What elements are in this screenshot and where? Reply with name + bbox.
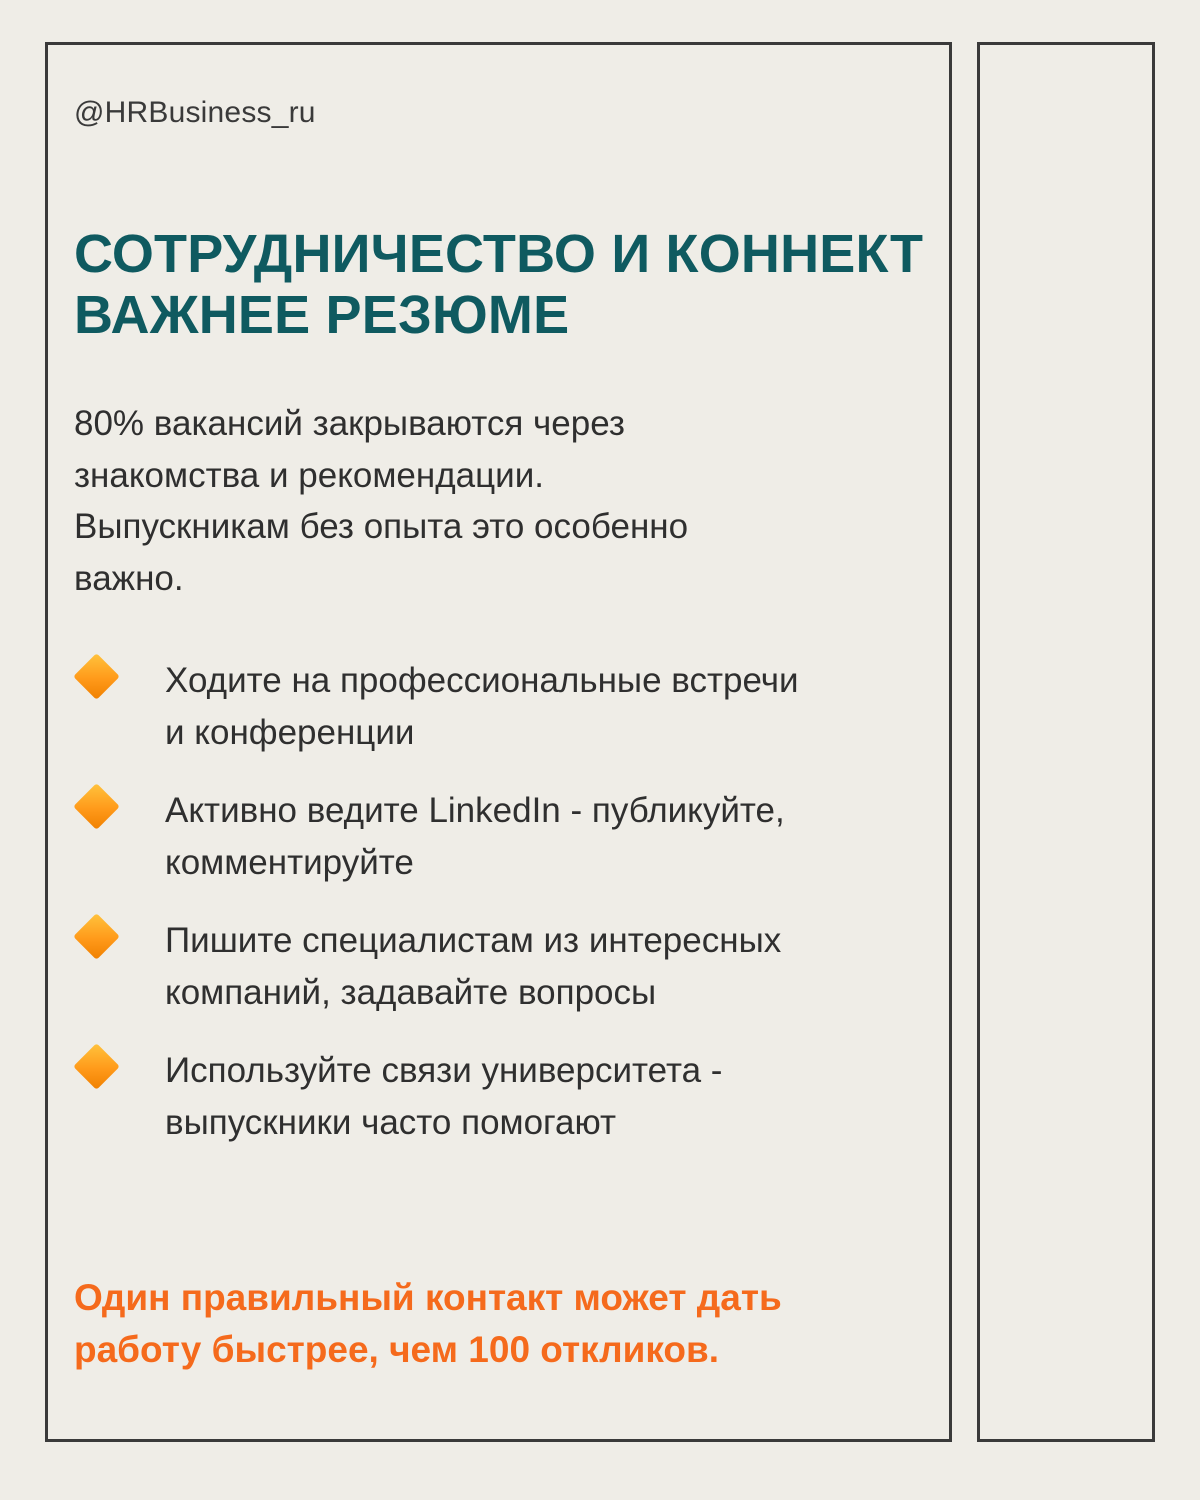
orange-diamond-icon	[73, 913, 120, 960]
call-to-action	[74, 1272, 934, 1376]
list-item	[74, 1043, 944, 1173]
list-item-line-2: комментируйте	[165, 842, 414, 882]
list-item-text	[165, 915, 945, 1018]
intro-line-4: важно.	[74, 558, 184, 598]
list-item-line-2: выпускники часто помогают	[165, 1102, 617, 1142]
intro-line-3: Выпускникам без опыта это особенно	[74, 507, 689, 546]
list-item-line-2: компаний, задавайте вопросы	[165, 972, 657, 1012]
tips-list	[74, 653, 944, 1173]
list-item-text	[165, 655, 945, 758]
list-item	[74, 913, 944, 1043]
list-item-line-1: Ходите на профессиональные встречи	[165, 661, 799, 700]
intro-line-2: знакомства и рекомендации.	[74, 455, 544, 495]
list-item-line-1: Активно ведите LinkedIn - публикуйте,	[165, 791, 785, 830]
orange-diamond-icon	[73, 653, 120, 700]
account-handle: @HRBusiness_ru	[74, 96, 316, 129]
list-item	[74, 783, 944, 913]
list-item-line-2: и конференции	[165, 712, 415, 752]
orange-diamond-icon	[73, 1043, 120, 1090]
intro-paragraph	[74, 398, 904, 604]
title-line-1: СОТРУДНИЧЕСТВО И КОННЕКТ	[74, 224, 924, 284]
list-item-text	[165, 785, 945, 888]
list-item-line-1: Пишите специалистам из интересных	[165, 921, 782, 960]
title-line-2: ВАЖНЕЕ РЕЗЮМЕ	[74, 285, 570, 345]
list-item-line-1: Используйте связи университета -	[165, 1051, 723, 1090]
list-item	[74, 653, 944, 783]
cta-line-2: работу быстрее, чем 100 откликов.	[74, 1329, 719, 1370]
intro-line-1: 80% вакансий закрываются через	[74, 404, 625, 443]
page-title	[74, 224, 934, 346]
list-item-text	[165, 1045, 945, 1148]
side-card-preview	[977, 42, 1155, 1442]
cta-line-1: Один правильный контакт может дать	[74, 1277, 782, 1318]
orange-diamond-icon	[73, 783, 120, 830]
